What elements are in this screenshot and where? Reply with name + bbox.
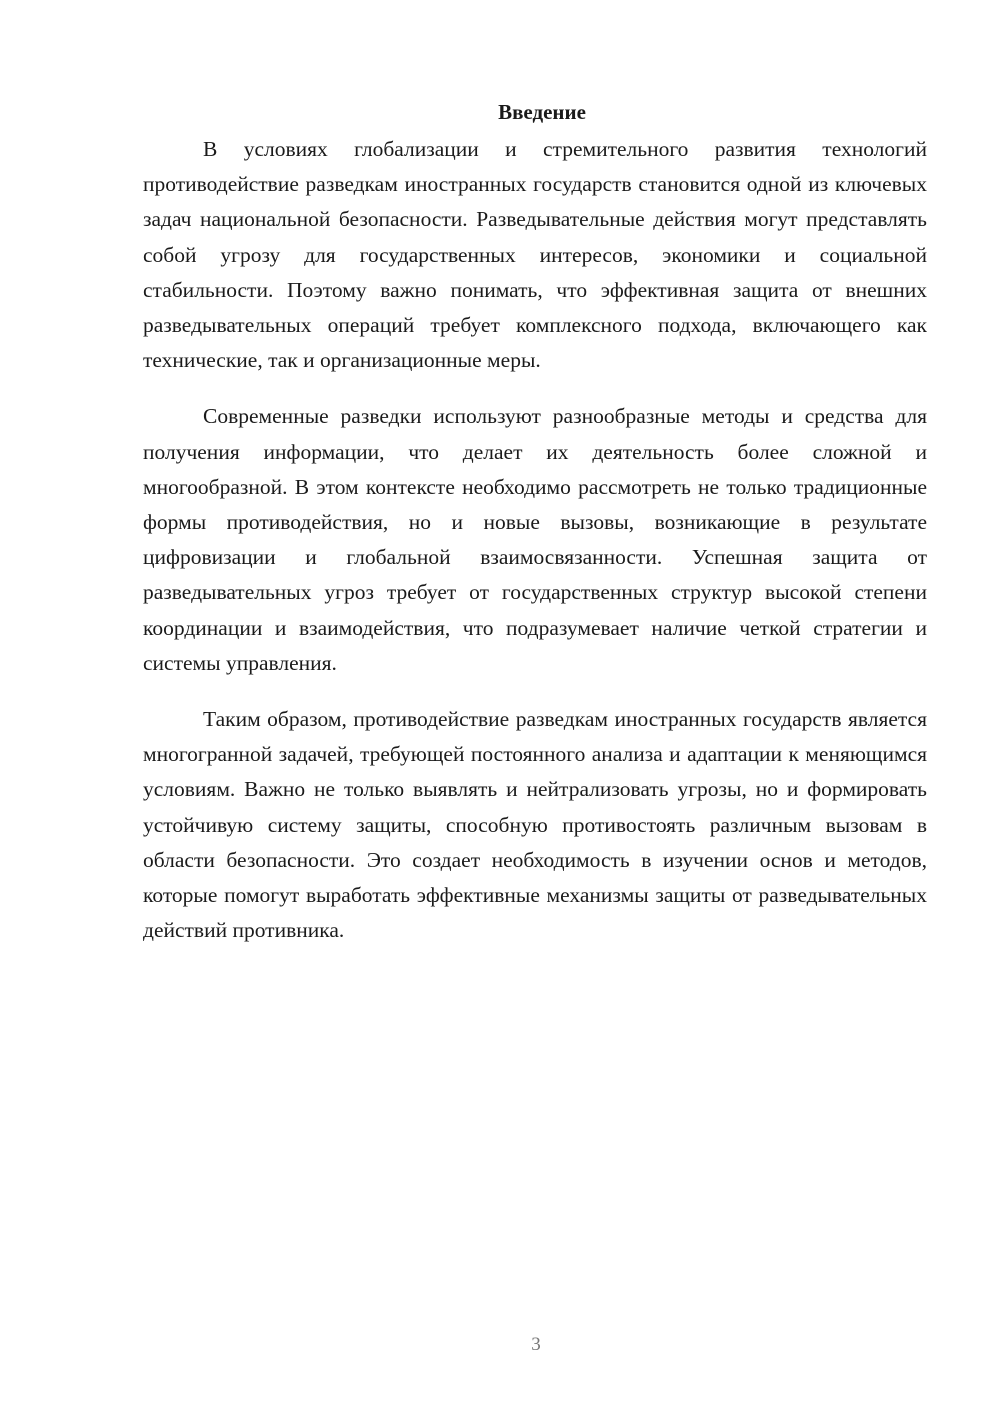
paragraph-2: Современные разведки используют разнообразные методы и средства для получения информации, что делает их деятельность более сложной и многообразной. В этом контексте необходимо рассмотреть не только традиционные формы противодействия, но и новые вызовы, возникающие в результате цифровизации и глобальной взаимосвязанности. Успешная защита от разведывательных угроз требует от государственных структур высокой степени координации и взаимодействия, что подразумевает наличие четкой стратегии и системы управления. [143, 404, 927, 675]
page-content [143, 96, 927, 948]
section-heading: Введение [498, 100, 586, 124]
page-number: 3 [531, 1334, 541, 1355]
paragraph-1: В условиях глобализации и стремительного развития технологий противодействие разведкам иностранных государств становится одной из ключевых задач национальной безопасности. Разведывательные действия могут представлять собой угрозу для государственных интересов, экономики и социальной стабильности. Поэтому важно понимать, что эффективная защита от внешних разведывательных операций требует комплексного подхода, включающего как технические, так и организационные меры. [143, 137, 927, 373]
paragraph-3: Таким образом, противодействие разведкам иностранных государств является многогранной задачей, требующей постоянного анализа и адаптации к меняющимся условиям. Важно не только выявлять и нейтрализовать угрозы, но и формировать устойчивую систему защиты, способную противостоять различным вызовам в области безопасности. Это создает необходимость в изучении основ и методов, которые помогут выработать эффективные механизмы защиты от разведывательных действий противника. [143, 707, 927, 943]
